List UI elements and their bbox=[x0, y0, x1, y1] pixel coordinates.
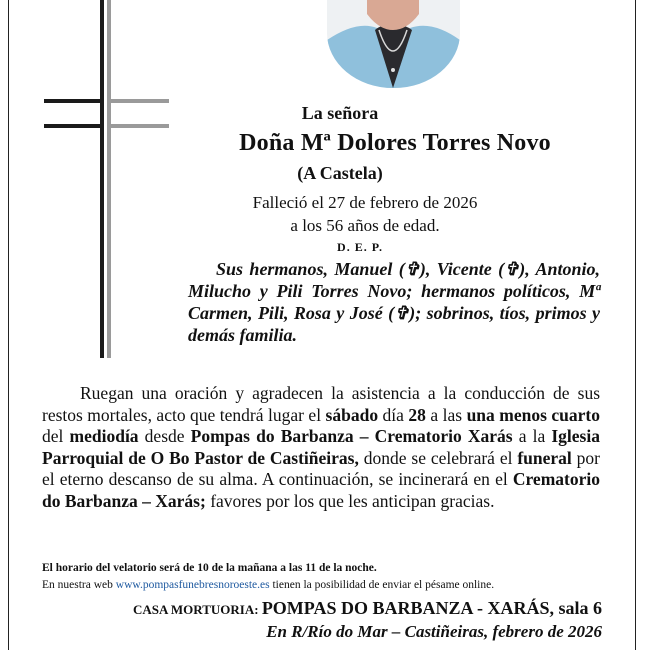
website-link[interactable]: www.pompasfunebresnoroeste.es bbox=[115, 579, 270, 591]
death-age: a los 56 años de edad. bbox=[290, 216, 440, 235]
ceremony-paragraph: Ruegan una oración y agradecen la asistencia a la conducción de sus restos mortales, acto que tendrá lugar el sábado día 28 a las una menos cuarto del mediodía desde Pompas do Barbanza – Crematorio Xarás a la Iglesia Parroquial de O Bo Pastor de Castiñeiras, donde se celebrará el funeral por el eterno descanso de su alma. A continuación, se incinerará en el Crematorio do Barbanza – Xarás; favores por los que les anticipan gracias. bbox=[42, 383, 600, 511]
small-cross-icon: ✞ bbox=[394, 303, 410, 323]
deceased-alias: (A Castela) bbox=[297, 163, 383, 183]
deceased-name: Doña Mª Dolores Torres Novo bbox=[239, 130, 551, 156]
family-paragraph: Sus hermanos, Manuel (✞), Vicente (✞), Antonio, Milucho y Pili Torres Novo; hermanos políticos, Mª Carmen, Pili, Rosa y José (✞); sobrinos, tíos, primos y demás familia. bbox=[188, 259, 601, 345]
small-cross-icon: ✞ bbox=[504, 259, 520, 279]
death-date: Falleció el 27 de febrero de 2026 bbox=[252, 193, 478, 212]
funeral-home: CASA MORTUORIA: POMPAS DO BARBANZA - XARÁS, sala 6 bbox=[132, 598, 602, 618]
small-cross-icon: ✞ bbox=[404, 259, 420, 279]
header-title: La señora bbox=[301, 103, 379, 123]
dep-mark: D. E. P. bbox=[337, 240, 383, 254]
place-date: En R/Río do Mar – Castiñeiras, febrero de 2026 bbox=[266, 622, 602, 641]
wake-hours: El horario del velatorio será de 10 de la mañana a las 11 de la noche. bbox=[42, 562, 377, 574]
cross-icon bbox=[44, 0, 172, 360]
web-note: En nuestra web www.pompasfunebresnoroeste.es tienen la posibilidad de enviar el pésame online. bbox=[42, 579, 495, 591]
